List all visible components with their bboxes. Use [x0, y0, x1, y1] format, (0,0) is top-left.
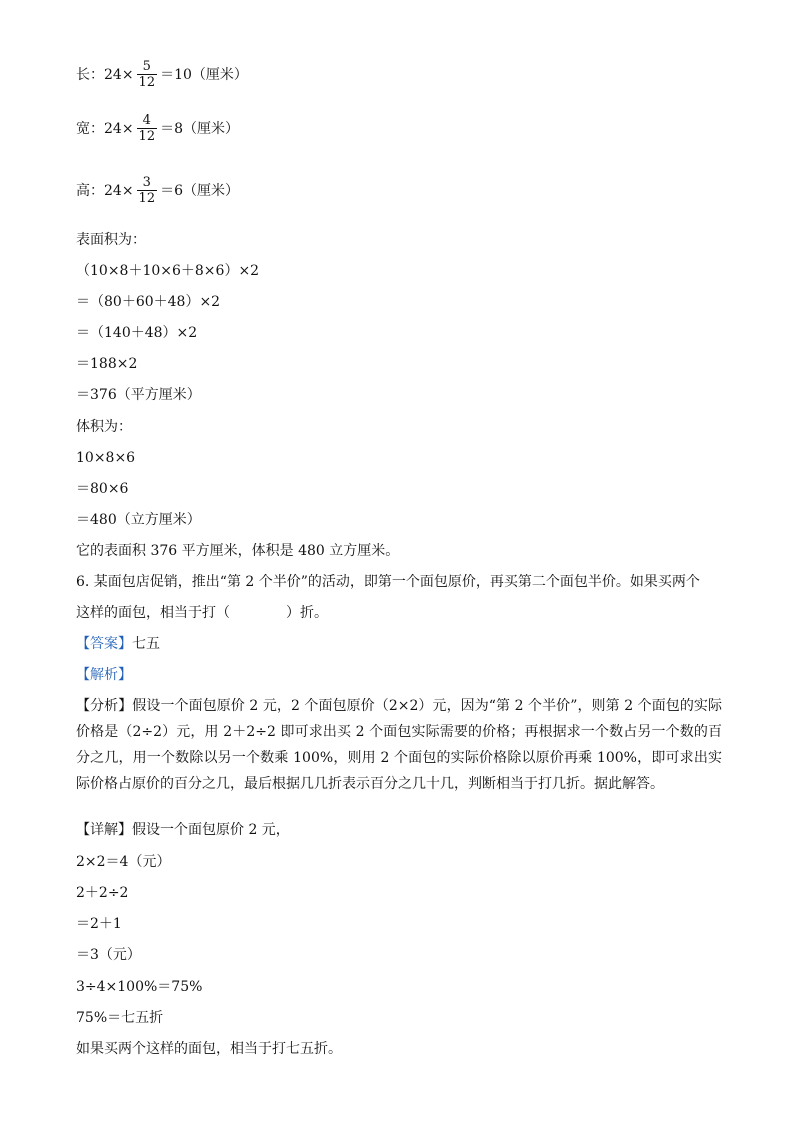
- height-calc-line: [76, 176, 239, 206]
- fraction-numerator: 4: [142, 113, 151, 128]
- volume-title: 体积为：: [76, 419, 132, 435]
- answer-tag: 【答案】: [76, 636, 132, 652]
- surface-step-4: ＝188×2: [76, 356, 138, 372]
- volume-step-2: ＝80×6: [76, 481, 129, 497]
- height-result: ＝6（厘米）: [160, 183, 240, 199]
- conclusion-line: 它的表面积 376 平方厘米，体积是 480 立方厘米。: [76, 543, 400, 559]
- answer-line: [76, 635, 160, 653]
- height-prefix: 24×: [104, 183, 134, 199]
- detail-step-3: ＝2＋1: [76, 916, 122, 932]
- detail-line: [76, 821, 290, 839]
- fraction-numerator: 3: [142, 175, 151, 190]
- width-fraction: [137, 114, 158, 144]
- fraction-denominator: 12: [138, 191, 156, 206]
- xiangjie-text: 假设一个面包原价 2 元，: [132, 822, 290, 838]
- width-label: 宽：: [76, 121, 104, 137]
- volume-step-1: 10×8×6: [76, 450, 136, 466]
- length-calc-line: [76, 60, 248, 90]
- width-prefix: 24×: [104, 121, 134, 137]
- length-result: ＝10（厘米）: [160, 67, 248, 83]
- detail-step-5: 3÷4×100%＝75%: [76, 979, 203, 995]
- volume-step-3: ＝480（立方厘米）: [76, 512, 201, 528]
- surface-step-5: ＝376（平方厘米）: [76, 387, 201, 403]
- fenxi-text: 假设一个面包原价 2 元，2 个面包原价（2×2）元，因为“第 2 个半价”，则第 2 个面包的实际价格是（2÷2）元，用 2＋2÷2 即可求出买 2 个面包实际需要的价格；再根据求一个数占另一个数的百分之几，用一个数除以另一个数乘 100%，则用 2 个面包的实际价格除以原价再乘 100%，即可求出实际价格占原价的百分之几，最后根据几几折表示百分之几十几，判断相当于打几折。据此解答。: [76, 698, 723, 792]
- surface-area-title: 表面积为：: [76, 232, 146, 248]
- fraction-numerator: 5: [142, 59, 151, 74]
- length-prefix: 24×: [104, 67, 134, 83]
- detail-step-1: 2×2＝4（元）: [76, 854, 171, 870]
- length-label: 长：: [76, 67, 104, 83]
- width-calc-line: [76, 114, 239, 144]
- surface-step-2: ＝（80＋60＋48）×2: [76, 294, 221, 310]
- question-6-line-1: 6. 某面包店促销，推出“第 2 个半价”的活动，即第一个面包原价，再买第二个面包半价。如果买两个: [76, 574, 700, 590]
- question-6-line-2: 这样的面包，相当于打（ ）折。: [76, 605, 328, 621]
- surface-step-3: ＝（140＋48）×2: [76, 325, 198, 341]
- detail-step-6: 75%＝七五折: [76, 1010, 164, 1026]
- surface-step-1: （10×8＋10×6＋8×6）×2: [76, 263, 260, 279]
- fraction-denominator: 12: [138, 75, 156, 90]
- height-label: 高：: [76, 183, 104, 199]
- analysis-tag: 【解析】: [76, 667, 132, 683]
- detail-step-4: ＝3（元）: [76, 947, 141, 963]
- fenxi-tag: 【分析】: [76, 698, 133, 714]
- length-fraction: [137, 60, 158, 90]
- xiangjie-tag: 【详解】: [76, 822, 132, 838]
- answer-value: 七五: [132, 636, 160, 652]
- height-fraction: [137, 176, 158, 206]
- fraction-denominator: 12: [138, 129, 156, 144]
- detail-final-line: 如果买两个这样的面包，相当于打七五折。: [76, 1041, 342, 1057]
- width-result: ＝8（厘米）: [160, 121, 240, 137]
- analysis-paragraph: [76, 693, 722, 797]
- detail-step-2: 2＋2÷2: [76, 885, 129, 901]
